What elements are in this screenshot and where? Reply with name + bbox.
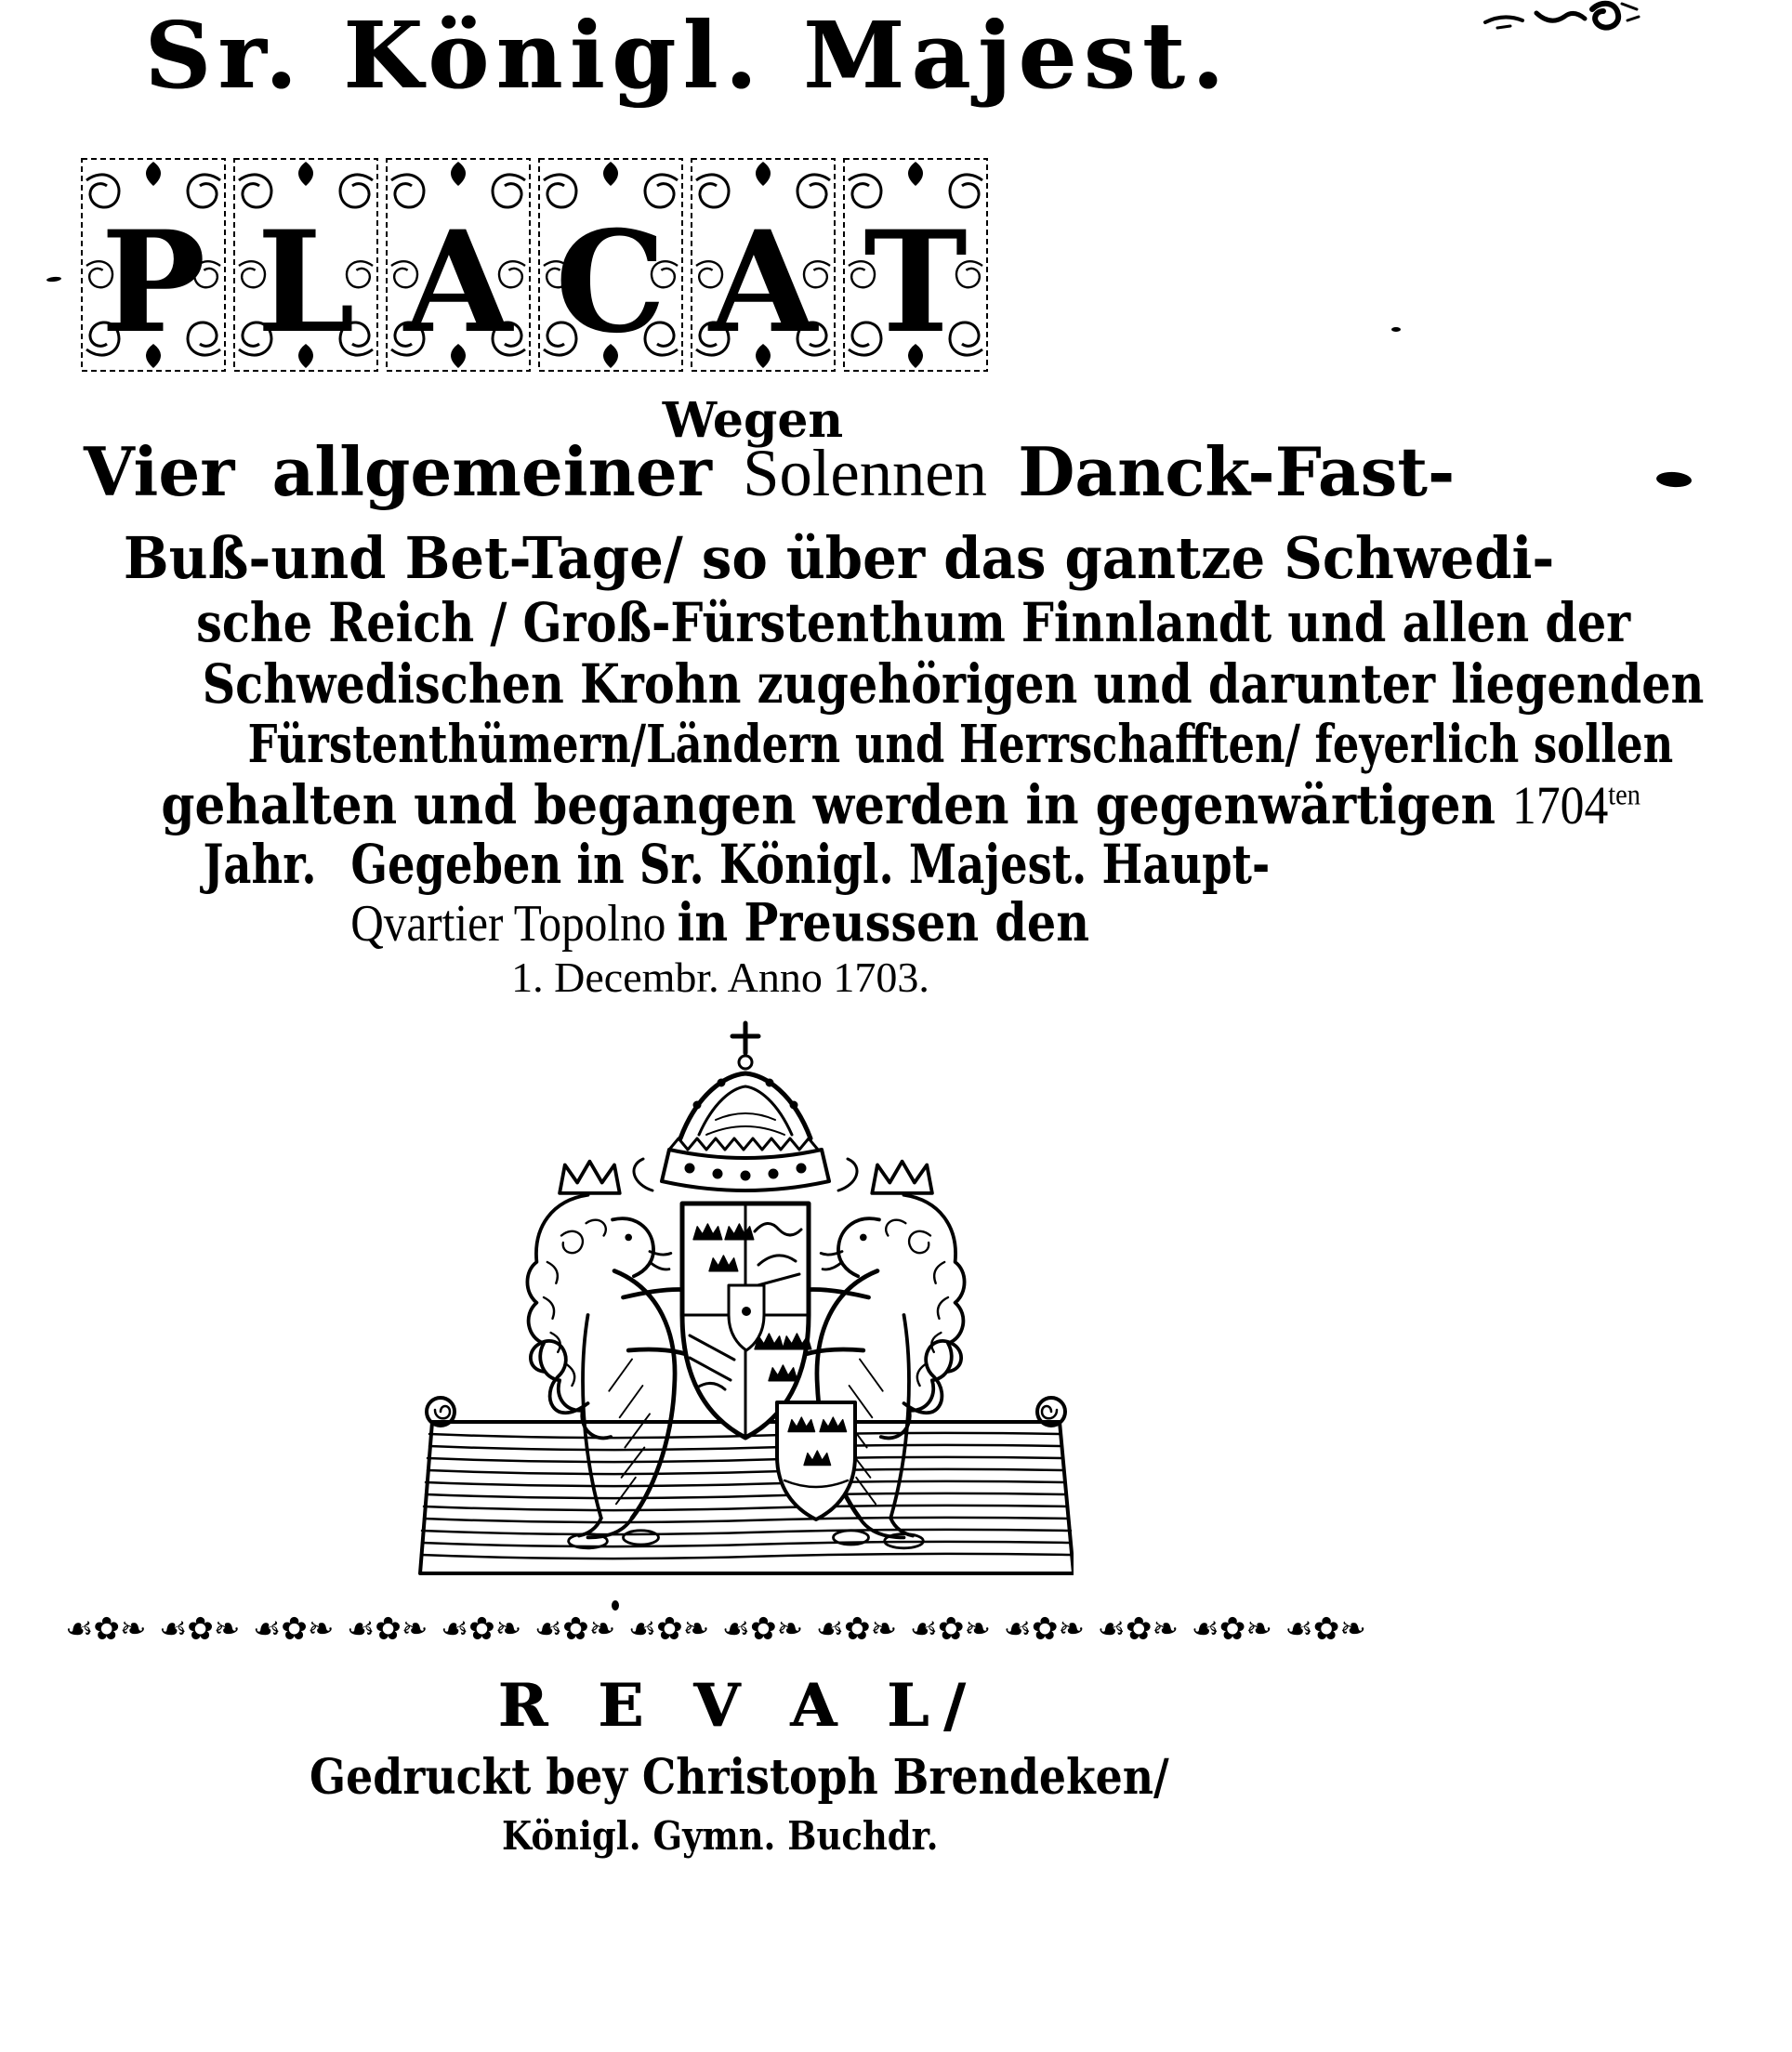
- ink-speck: [1391, 327, 1401, 332]
- body-text: Gegeben in Sr. Königl. Majest. Haupt-: [350, 833, 1271, 896]
- placat-letter: T: [863, 201, 968, 364]
- body-line-9-date: [70, 954, 1371, 1002]
- ornament-unit-icon: ☙✿❧: [627, 1611, 710, 1648]
- imprint-office: [70, 1814, 1371, 1858]
- ink-blot-right-margin: [1655, 471, 1692, 489]
- placat-letter: L: [257, 201, 355, 364]
- imprint-printer: [88, 1751, 1390, 1805]
- date-text: 1. Decembr. Anno 1703.: [511, 954, 929, 1001]
- small-crown-shield: [777, 1402, 855, 1519]
- ornament-unit-icon: ☙✿❧: [346, 1611, 428, 1648]
- body-line-7: [70, 835, 1371, 895]
- ink-scribble-top-right: [1481, 0, 1648, 33]
- placat-letter: A: [708, 201, 818, 364]
- ornament-unit-icon: ☙✿❧: [1097, 1611, 1179, 1648]
- ink-speck: [46, 276, 61, 283]
- ornament-unit-icon: ☙✿❧: [815, 1611, 898, 1648]
- ornamental-letter-block: [689, 156, 837, 374]
- ornament-unit-icon: ☙✿❧: [721, 1611, 804, 1648]
- page-title: Sr. Königl. Majest.: [144, 3, 1232, 110]
- ornamental-letter-block: [79, 156, 228, 374]
- ornament-unit-icon: ☙✿❧: [1191, 1611, 1272, 1648]
- imprint-printer-text: Gedruckt bey Christoph Brendeken/: [309, 1749, 1169, 1806]
- body-text: Schwedischen Krohn zugehörigen und darunter liegenden: [202, 652, 1705, 716]
- imprint-office-text: Königl. Gymn. Buchdr.: [502, 1813, 939, 1859]
- ink-speck: [612, 1600, 619, 1611]
- body-line-5: [70, 714, 1674, 775]
- body-text: Danck-Fast-: [1018, 432, 1456, 511]
- ornament-unit-icon: ☙✿❧: [534, 1611, 616, 1648]
- body-line-2: [70, 524, 1555, 592]
- imprint-city: R E V A L/: [497, 1671, 981, 1741]
- body-line-3: [70, 591, 1631, 654]
- ornamental-letter-block: [231, 156, 380, 374]
- placat-letter: P: [100, 201, 206, 364]
- body-text: gehalten und begangen werden in gegenwärtigen: [161, 773, 1513, 836]
- ornament-unit-icon: ☙✿❧: [440, 1611, 522, 1648]
- body-text-antiqua: Qvartier Topolno: [350, 895, 679, 953]
- body-line-8: [70, 894, 1371, 954]
- ornamental-letter-block: [384, 156, 533, 374]
- swedish-royal-arms-woodcut: [418, 1008, 1074, 1580]
- placat-letter: A: [403, 201, 513, 364]
- ornament-unit-icon: ☙✿❧: [65, 1611, 147, 1648]
- body-line-4: [70, 652, 1705, 716]
- body-text: Fürstenthümern/Ländern und Herrschafften/ feyerlich sollen: [247, 714, 1674, 775]
- ornamental-letter-block: [841, 156, 990, 374]
- printers-ornament-divider: [65, 1611, 1366, 1648]
- body-text: Jahr.: [203, 833, 317, 896]
- ornament-unit-icon: ☙✿❧: [252, 1611, 335, 1648]
- body-text-antiqua: Solennen: [711, 436, 1019, 510]
- body-text: sche Reich / Groß-Fürstenthum Finnlandt und allen der: [196, 591, 1631, 654]
- royal-crown: [634, 1023, 857, 1190]
- body-text: in Preussen den: [678, 892, 1090, 954]
- body-text: Buß-und Bet-Tage/ so über das gantze Schwedi-: [123, 524, 1555, 592]
- placat-ornamental-title: [79, 156, 990, 374]
- body-line-1: [70, 432, 1456, 511]
- year-suffix: ten: [1608, 778, 1640, 811]
- body-text: Vier allgemeiner: [84, 432, 712, 511]
- body-line-6: [70, 773, 1640, 836]
- ornament-unit-icon: ☙✿❧: [909, 1611, 992, 1648]
- ornamental-letter-block: [536, 156, 685, 374]
- ornament-unit-icon: ☙✿❧: [1003, 1611, 1085, 1648]
- year-1704: 1704: [1512, 775, 1609, 835]
- placat-letter: C: [555, 201, 666, 364]
- wegen-subtitle: Wegen: [662, 392, 844, 449]
- ornament-unit-icon: ☙✿❧: [1285, 1611, 1366, 1648]
- ornament-unit-icon: ☙✿❧: [158, 1611, 241, 1648]
